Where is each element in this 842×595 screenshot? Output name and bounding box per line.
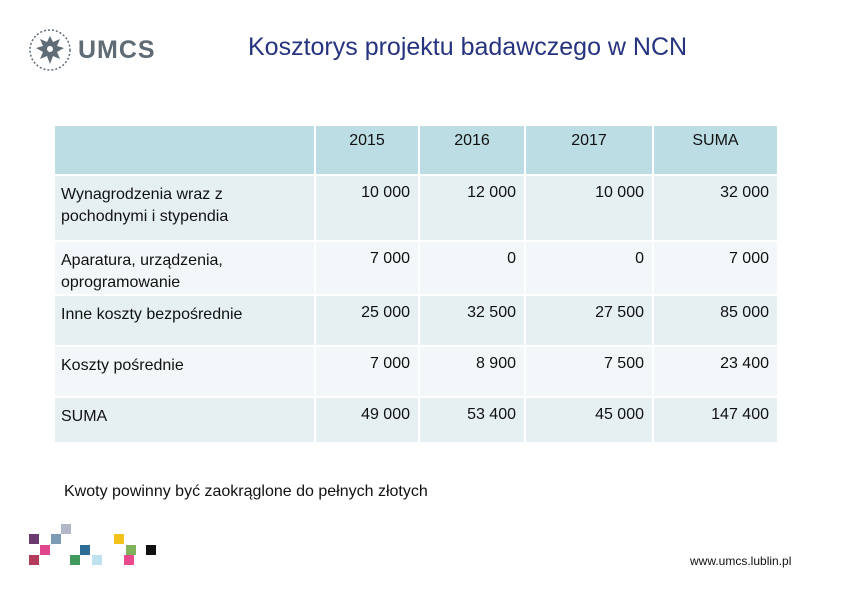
table-cell: 8 900: [419, 346, 525, 397]
table-cell: 0: [419, 241, 525, 295]
row-label: Inne koszty bezpośrednie: [54, 295, 315, 346]
row-label: SUMA: [54, 397, 315, 443]
table-cell: 7 000: [653, 241, 778, 295]
table-cell: 49 000: [315, 397, 419, 443]
row-label: Wynagrodzenia wraz z pochodnymi i stypendia: [54, 175, 315, 241]
footer-url-link[interactable]: www.umcs.lublin.pl: [690, 554, 792, 568]
decorative-squares-icon: [0, 0, 170, 595]
row-label: Aparatura, urządzenia, oprogramowanie: [54, 241, 315, 295]
table-cell: 147 400: [653, 397, 778, 443]
page-title: Kosztorys projektu badawczego w NCN: [248, 33, 688, 61]
table-cell: 32 000: [653, 175, 778, 241]
table-cell: 23 400: [653, 346, 778, 397]
table-cell: 10 000: [525, 175, 653, 241]
table-cell: 53 400: [419, 397, 525, 443]
rounding-note: Kwoty powinny być zaokrąglone do pełnych złotych: [64, 483, 428, 500]
table-cell: 27 500: [525, 295, 653, 346]
table-cell: 25 000: [315, 295, 419, 346]
table-cell: 32 500: [419, 295, 525, 346]
table-cell: 0: [525, 241, 653, 295]
row-label: Koszty pośrednie: [54, 346, 315, 397]
table-cell: 7 000: [315, 241, 419, 295]
logo-text: UMCS: [78, 35, 156, 64]
table-header-cell: 2016: [419, 125, 525, 175]
table-cell: 45 000: [525, 397, 653, 443]
table-header-cell: 2015: [315, 125, 419, 175]
table-cell: 85 000: [653, 295, 778, 346]
table-cell: 12 000: [419, 175, 525, 241]
table-cell: 7 500: [525, 346, 653, 397]
table-cell: 7 000: [315, 346, 419, 397]
table-cell: 10 000: [315, 175, 419, 241]
table-header-cell: SUMA: [653, 125, 778, 175]
table-header-cell: 2017: [525, 125, 653, 175]
